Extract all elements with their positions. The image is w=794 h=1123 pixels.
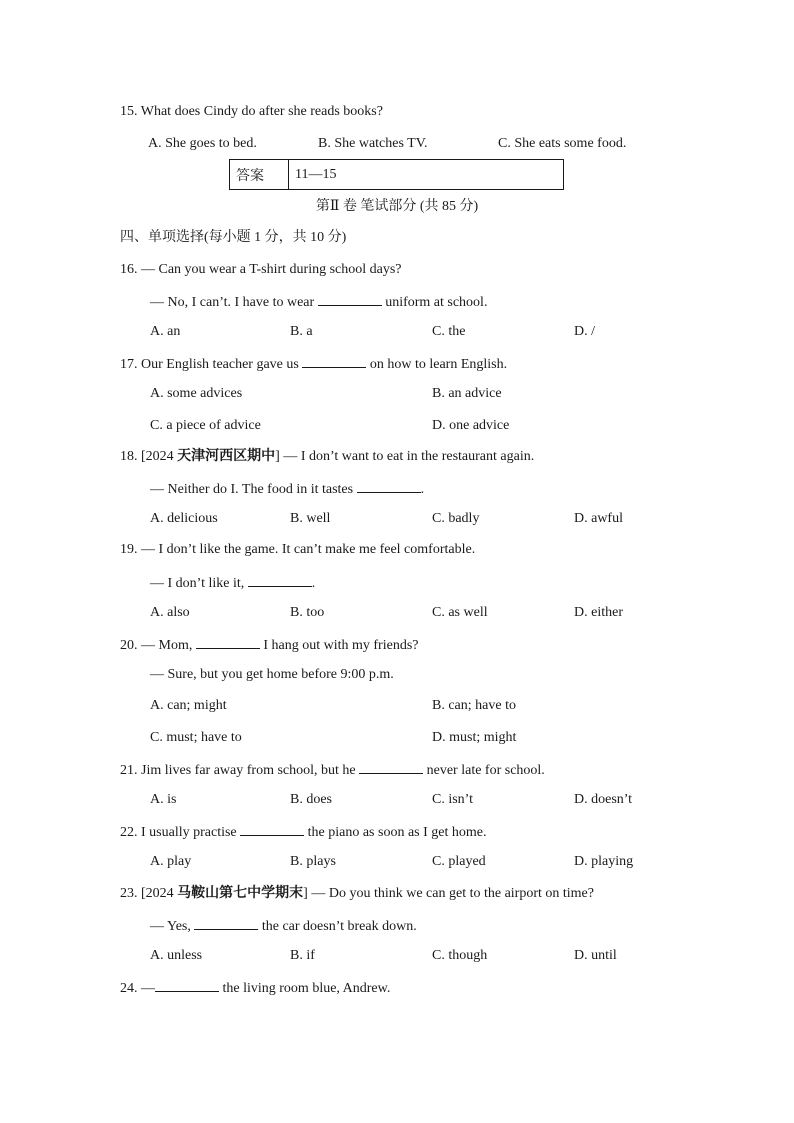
q23-line2-pre: — Yes,	[150, 919, 191, 934]
q22-option-c: C. played	[432, 854, 486, 869]
q16-option-d: D. /	[574, 324, 595, 339]
q17-option-b: B. an advice	[432, 386, 502, 401]
q20-line1	[120, 635, 418, 655]
q24-stem	[120, 978, 390, 998]
answer-blank	[248, 573, 312, 587]
q21-post: never late for school.	[426, 763, 545, 778]
answer-blank	[196, 635, 260, 649]
q18-line2-post: .	[420, 482, 425, 497]
q23-line2	[150, 916, 417, 936]
q21-pre: 21. Jim lives far away from school, but he	[120, 763, 356, 778]
q21-option-c: C. isn’t	[432, 792, 473, 807]
q15-option-a: A. She goes to bed.	[148, 136, 257, 151]
q19-option-c: C. as well	[432, 605, 488, 620]
q19-line2-post: .	[311, 576, 316, 591]
q15-stem: 15. What does Cindy do after she reads books?	[120, 104, 383, 119]
answer-table	[229, 159, 564, 190]
q18-rest: ] — I don’t want to eat in the restaurant again.	[275, 449, 535, 464]
q16-line1: 16. — Can you wear a T-shirt during school days?	[120, 262, 402, 277]
q20-option-c: C. must; have to	[150, 730, 242, 745]
q22-option-d: D. playing	[574, 854, 634, 869]
q23-option-a: A. unless	[150, 948, 203, 963]
q16-option-a: A. an	[150, 324, 181, 339]
q19-line2	[150, 573, 315, 593]
answer-blank	[359, 760, 423, 774]
q20-post: I hang out with my friends?	[263, 638, 419, 653]
q16-line2-post: uniform at school.	[385, 295, 488, 310]
q23-option-d: D. until	[574, 948, 617, 963]
q19-line1: 19. — I don’t like the game. It can’t make me feel comfortable.	[120, 542, 476, 557]
q16-line2	[150, 292, 487, 312]
q22-pre: 22. I usually practise	[120, 825, 237, 840]
q17-stem	[120, 354, 507, 374]
q15-option-b: B. She watches TV.	[318, 136, 428, 151]
q17-option-d: D. one advice	[432, 418, 510, 433]
answer-blank	[302, 354, 366, 368]
q23-num: 23. [2024	[120, 886, 174, 901]
q18-option-d: D. awful	[574, 511, 623, 526]
q17-option-a: A. some advices	[150, 386, 243, 401]
q16-option-b: B. a	[290, 324, 313, 339]
q24-pre: 24. —	[120, 981, 155, 996]
answer-blank	[240, 822, 304, 836]
q21-stem	[120, 760, 545, 780]
q18-num: 18. [2024	[120, 449, 174, 464]
q24-post: the living room blue, Andrew.	[222, 981, 391, 996]
q22-post: the piano as soon as I get home.	[307, 825, 487, 840]
q22-option-a: A. play	[150, 854, 192, 869]
q15-option-c: C. She eats some food.	[498, 136, 627, 151]
answer-range: 11—15	[289, 160, 564, 190]
q21-option-a: A. is	[150, 792, 177, 807]
q18-option-b: B. well	[290, 511, 331, 526]
section-heading: 四、单项选择(每小题 1 分，共 10 分)	[120, 230, 347, 245]
q22-option-b: B. plays	[290, 854, 336, 869]
q19-line2-pre: — I don’t like it,	[150, 576, 245, 591]
q23-line1	[120, 885, 594, 903]
q21-option-b: B. does	[290, 792, 332, 807]
q23-option-b: B. if	[290, 948, 315, 963]
q20-pre: 20. — Mom,	[120, 638, 193, 653]
answer-blank	[318, 292, 382, 306]
q20-line2: — Sure, but you get home before 9:00 p.m.	[150, 667, 394, 682]
answer-blank	[194, 916, 258, 930]
q18-option-a: A. delicious	[150, 511, 218, 526]
answer-label: 答案	[230, 160, 289, 190]
q16-option-c: C. the	[432, 324, 466, 339]
q20-option-a: A. can; might	[150, 698, 227, 713]
q17-pre: 17. Our English teacher gave us	[120, 357, 299, 372]
q18-line2	[150, 479, 424, 499]
answer-blank	[357, 479, 421, 493]
q19-option-d: D. either	[574, 605, 623, 620]
q17-post: on how to learn English.	[369, 357, 508, 372]
q18-line2-pre: — Neither do I. The food in it tastes	[150, 482, 354, 497]
q18-source: 天津河西区期中	[177, 449, 276, 464]
q18-line1	[120, 448, 534, 466]
q21-option-d: D. doesn’t	[574, 792, 633, 807]
section-title: 第Ⅱ 卷 笔试部分 (共 85 分)	[315, 199, 479, 214]
q19-option-b: B. too	[290, 605, 325, 620]
q18-option-c: C. badly	[432, 511, 480, 526]
q16-line2-pre: — No, I can’t. I have to wear	[150, 295, 315, 310]
q23-source: 马鞍山第七中学期末	[177, 886, 304, 901]
q17-option-c: C. a piece of advice	[150, 418, 261, 433]
q23-option-c: C. though	[432, 948, 488, 963]
answer-blank	[155, 978, 219, 992]
q20-option-d: D. must; might	[432, 730, 517, 745]
q19-option-a: A. also	[150, 605, 190, 620]
q23-rest: ] — Do you think we can get to the airport on time?	[303, 886, 594, 901]
q20-option-b: B. can; have to	[432, 698, 516, 713]
q23-line2-post: the car doesn’t break down.	[261, 919, 417, 934]
q22-stem	[120, 822, 487, 842]
